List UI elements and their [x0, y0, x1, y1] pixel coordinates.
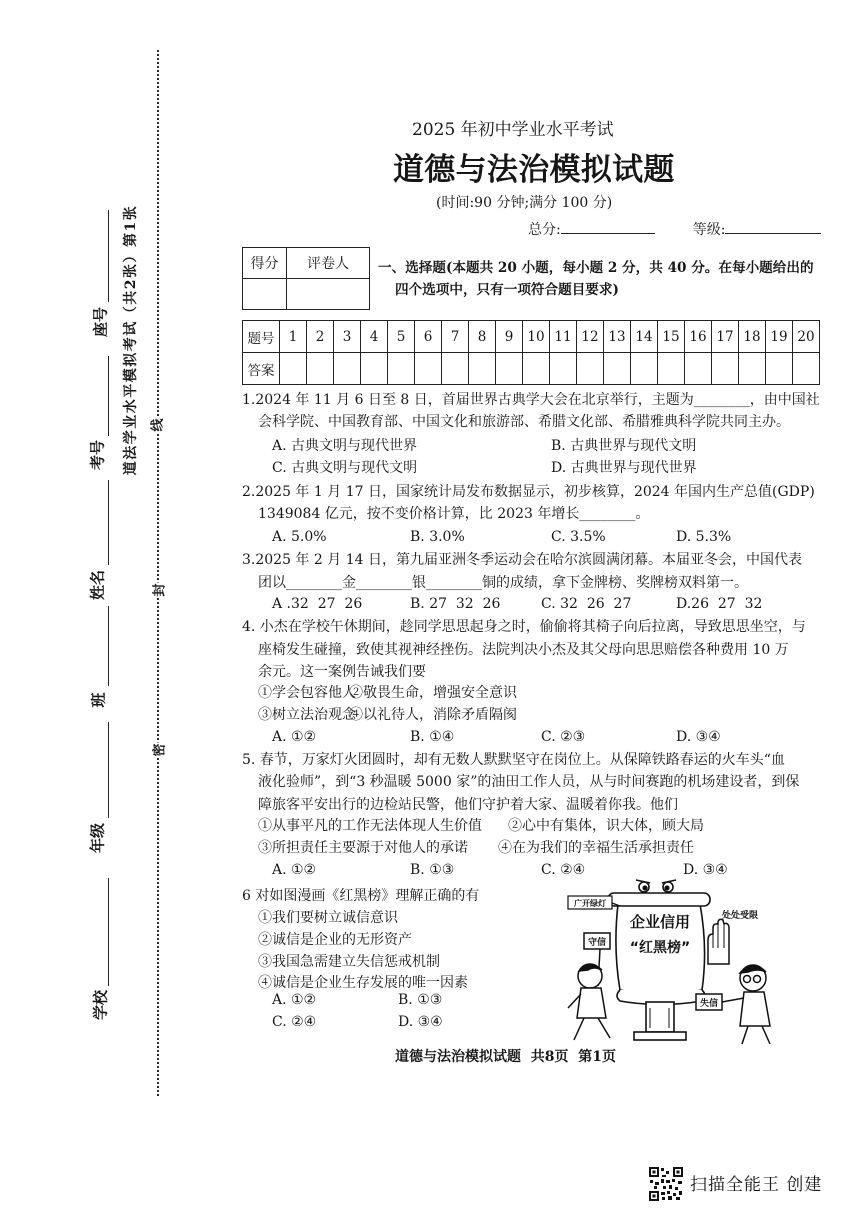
total-grade-line — [528, 219, 821, 240]
option-d: D. 5.3% — [676, 529, 732, 545]
exam-number-blank — [108, 356, 109, 436]
question-stem-line: 余元。这一案例告诫我们要 — [258, 664, 426, 680]
grid-number: 19 — [766, 321, 793, 353]
option-a: A. ①② — [272, 992, 317, 1008]
grid-number: 2 — [307, 321, 334, 353]
grid-answer-label: 答案 — [243, 353, 280, 385]
left-sign-text: 广开绿灯 — [574, 899, 606, 908]
statement-4: ④在为我们的幸福生活承担责任 — [498, 840, 694, 856]
statement-3: ③所担责任主要源于对他人的承诺 — [258, 840, 468, 856]
right-sign-text: 处处受限 — [721, 911, 759, 921]
seal-dotted-line — [157, 50, 159, 1096]
grid-answer-cell — [388, 353, 415, 385]
statement-2: ②敬畏生命，增强安全意识 — [349, 685, 517, 701]
question-stem-line: 6 对如图漫画《红黑榜》理解正确的有 — [242, 888, 480, 904]
option-a: A .32 27 26 — [272, 596, 363, 612]
cartoon-subtitle: “红黑榜” — [629, 940, 691, 956]
option-c: C. ②④ — [541, 862, 586, 878]
grade-level-label: 等级: — [692, 222, 726, 238]
question-stem-line: 1.2024 年 11 月 6 日至 8 日，首届世界古典学大会在北京举行，主题为________，由中国社 — [242, 392, 820, 408]
option-a: A. ①② — [272, 729, 317, 745]
seal-char-mi: 密 — [147, 742, 170, 757]
grid-number: 16 — [685, 321, 712, 353]
section-heading-line2: 四个选项中，只有一项符合题目要求) — [395, 282, 619, 298]
question-stem-line: 2.2025 年 1 月 17 日，国家统计局发布数据显示，初步核算，2024 年国内生产总值(GDP) — [242, 484, 815, 500]
grid-number: 20 — [793, 321, 820, 353]
grid-answer-cell — [712, 353, 739, 385]
option-b: B. 古典世界与现代文明 — [551, 438, 697, 454]
red-black-list-cartoon — [548, 878, 800, 1046]
class-blank — [108, 606, 109, 686]
option-c: C. ②④ — [272, 1014, 317, 1030]
seal-char-feng: 封 — [147, 582, 170, 597]
statement-1: ①从事平凡的工作无法体现人生价值 — [258, 818, 482, 834]
total-score-label: 总分: — [528, 222, 561, 238]
statement-1: ①我们要树立诚信意识 — [258, 910, 398, 926]
statement-1: ①学会包容他人 — [258, 685, 356, 701]
statement-3: ③树立法治观念 — [258, 707, 356, 723]
grid-answer-cell — [307, 353, 334, 385]
statement-2: ②诚信是企业的无形资产 — [258, 932, 412, 948]
seal-char-xian: 线 — [145, 417, 168, 432]
statement-4: ④诚信是企业生存发展的唯一因素 — [258, 975, 468, 991]
option-d: D.26 27 32 — [676, 596, 763, 612]
grid-answer-cell — [469, 353, 496, 385]
grid-answer-cell — [685, 353, 712, 385]
option-d: D. ③④ — [683, 862, 728, 878]
option-d: D. 古典世界与现代世界 — [551, 460, 697, 476]
grid-number: 3 — [334, 321, 361, 353]
question-stem-line: 障旅客平安出行的边检站民警，他们守护着大家、温暖着你我。他们 — [258, 797, 678, 813]
option-d: D. ③④ — [398, 1014, 443, 1030]
sheet-info: 道法学业水平模拟考试（共2张）第1张 — [123, 204, 139, 476]
grid-answer-cell — [658, 353, 685, 385]
grid-number: 5 — [388, 321, 415, 353]
grid-number: 17 — [712, 321, 739, 353]
grid-answer-cell — [334, 353, 361, 385]
question-stem-line: 3.2025 年 2 月 14 日，第九届亚洲冬季运动会在哈尔滨圆满闭幕。本届亚冬会，中国代表 — [242, 552, 802, 568]
score-box-grader-label: 评卷人 — [287, 248, 370, 279]
score-box-grader-cell — [287, 279, 370, 310]
stop-hand-icon — [708, 919, 729, 964]
statement-3: ③我国急需建立失信惩戒机制 — [258, 954, 440, 970]
page-footer: 道德与法治模拟试题 共8页 第1页 — [395, 1049, 616, 1065]
score-box-score-cell — [243, 279, 287, 310]
grid-number: 14 — [631, 321, 658, 353]
cartoon-title: 企业信用 — [629, 913, 691, 931]
option-c: C. 古典文明与现代文明 — [272, 460, 418, 476]
exam-name: 2025 年初中学业水平考试 — [412, 120, 614, 140]
option-b: B. ①④ — [410, 729, 455, 745]
grid-number: 12 — [577, 321, 604, 353]
name-label: 姓名 — [88, 569, 107, 601]
exam-info: (时间:90 分钟;满分 100 分) — [436, 195, 613, 211]
answer-grid — [242, 320, 815, 387]
grid-number: 11 — [550, 321, 577, 353]
grade-blank — [108, 722, 109, 818]
grid-number: 18 — [739, 321, 766, 353]
grid-number: 6 — [415, 321, 442, 353]
statement-2: ②心中有集体，识大体，顾大局 — [508, 818, 704, 834]
class-label: 班 — [89, 692, 108, 708]
scanner-watermark-label: 扫描全能王 创建 — [690, 1175, 823, 1195]
grid-answer-cell — [442, 353, 469, 385]
option-d: D. ③④ — [676, 729, 721, 745]
banner-post — [634, 1002, 686, 1040]
school-blank — [108, 878, 109, 986]
question-stem-line: 液化验师”，到“3 秒温暖 5000 家”的油田工作人员，从与时间赛跑的机场建设者，到保 — [258, 774, 800, 790]
option-b: B. ①③ — [398, 992, 443, 1008]
seat-blank — [108, 210, 109, 302]
option-a: A. 古典文明与现代世界 — [272, 438, 418, 454]
grid-number: 10 — [523, 321, 550, 353]
grid-answer-cell — [523, 353, 550, 385]
honest-figure — [568, 933, 610, 1040]
grade-label: 年级 — [88, 822, 107, 854]
banner-face — [636, 880, 676, 892]
grid-answer-cell — [631, 353, 658, 385]
grid-number: 15 — [658, 321, 685, 353]
grid-number: 7 — [442, 321, 469, 353]
option-c: C. 32 26 27 — [541, 596, 632, 612]
grid-answer-row — [243, 353, 820, 385]
grid-number: 4 — [361, 321, 388, 353]
grid-number: 9 — [496, 321, 523, 353]
grid-answer-cell — [577, 353, 604, 385]
grid-answer-cell — [604, 353, 631, 385]
option-b: B. 27 32 26 — [410, 596, 501, 612]
question-stem-line: 5. 春节，万家灯火团圆时，却有无数人默默坚守在岗位上。从保障铁路春运的火车头“血 — [242, 752, 785, 768]
page-title: 道德与法治模拟试题 — [393, 152, 675, 188]
option-c: C. 3.5% — [551, 529, 606, 545]
statement-4: ④以礼待人，消除矛盾隔阂 — [349, 707, 517, 723]
question-stem-line: 座椅发生碰撞，致使其视神经挫伤。法院判决小杰及其父母向思思赔偿各种费用 10 万 — [258, 642, 789, 658]
section-heading-line1: 一、选择题(本题共 20 小题，每小题 2 分，共 40 分。在每小题给出的 — [378, 260, 814, 276]
grid-number: 1 — [280, 321, 307, 353]
grid-answer-cell — [766, 353, 793, 385]
option-a: A. 5.0% — [272, 529, 327, 545]
option-c: C. ②③ — [541, 729, 586, 745]
option-b: B. ①③ — [410, 862, 455, 878]
question-stem-line: 1349084 亿元，按不变价格计算，比 2023 年增长________。 — [258, 506, 650, 522]
school-label: 学校 — [91, 989, 110, 1021]
name-blank — [108, 480, 109, 565]
seat-label: 座号 — [91, 306, 110, 338]
score-box — [242, 247, 370, 310]
grid-answer-cell — [739, 353, 766, 385]
grid-answer-cell — [496, 353, 523, 385]
exam-number-label: 考号 — [88, 439, 107, 471]
left-card-text: 守信 — [587, 938, 607, 948]
grid-number: 8 — [469, 321, 496, 353]
option-b: B. 3.0% — [410, 529, 465, 545]
right-card-text: 失信 — [699, 999, 719, 1009]
grid-number-row — [243, 321, 820, 353]
question-stem-line: 团以________金________银________铜的成绩，拿下金牌榜、奖牌榜双料第一。 — [258, 575, 748, 591]
grid-number-label: 题号 — [243, 321, 280, 353]
grid-answer-cell — [361, 353, 388, 385]
grid-answer-cell — [550, 353, 577, 385]
green-light-sign — [568, 896, 620, 909]
grade-level-blank — [725, 219, 821, 234]
grid-answer-cell — [280, 353, 307, 385]
grid-number: 13 — [604, 321, 631, 353]
option-a: A. ①② — [272, 862, 317, 878]
score-box-score-label: 得分 — [243, 248, 287, 279]
question-stem-line: 会科学院、中国教育部、中国文化和旅游部、希腊文化部、希腊雅典科学院共同主办。 — [258, 414, 790, 430]
total-score-blank — [561, 219, 655, 234]
grid-answer-cell — [415, 353, 442, 385]
qr-code-icon — [648, 1166, 684, 1202]
question-stem-line: 4. 小杰在学校午休期间，趁同学思思起身之时，偷偷将其椅子向后拉离，导致思思坐空，与 — [242, 619, 806, 635]
grid-answer-cell — [793, 353, 820, 385]
